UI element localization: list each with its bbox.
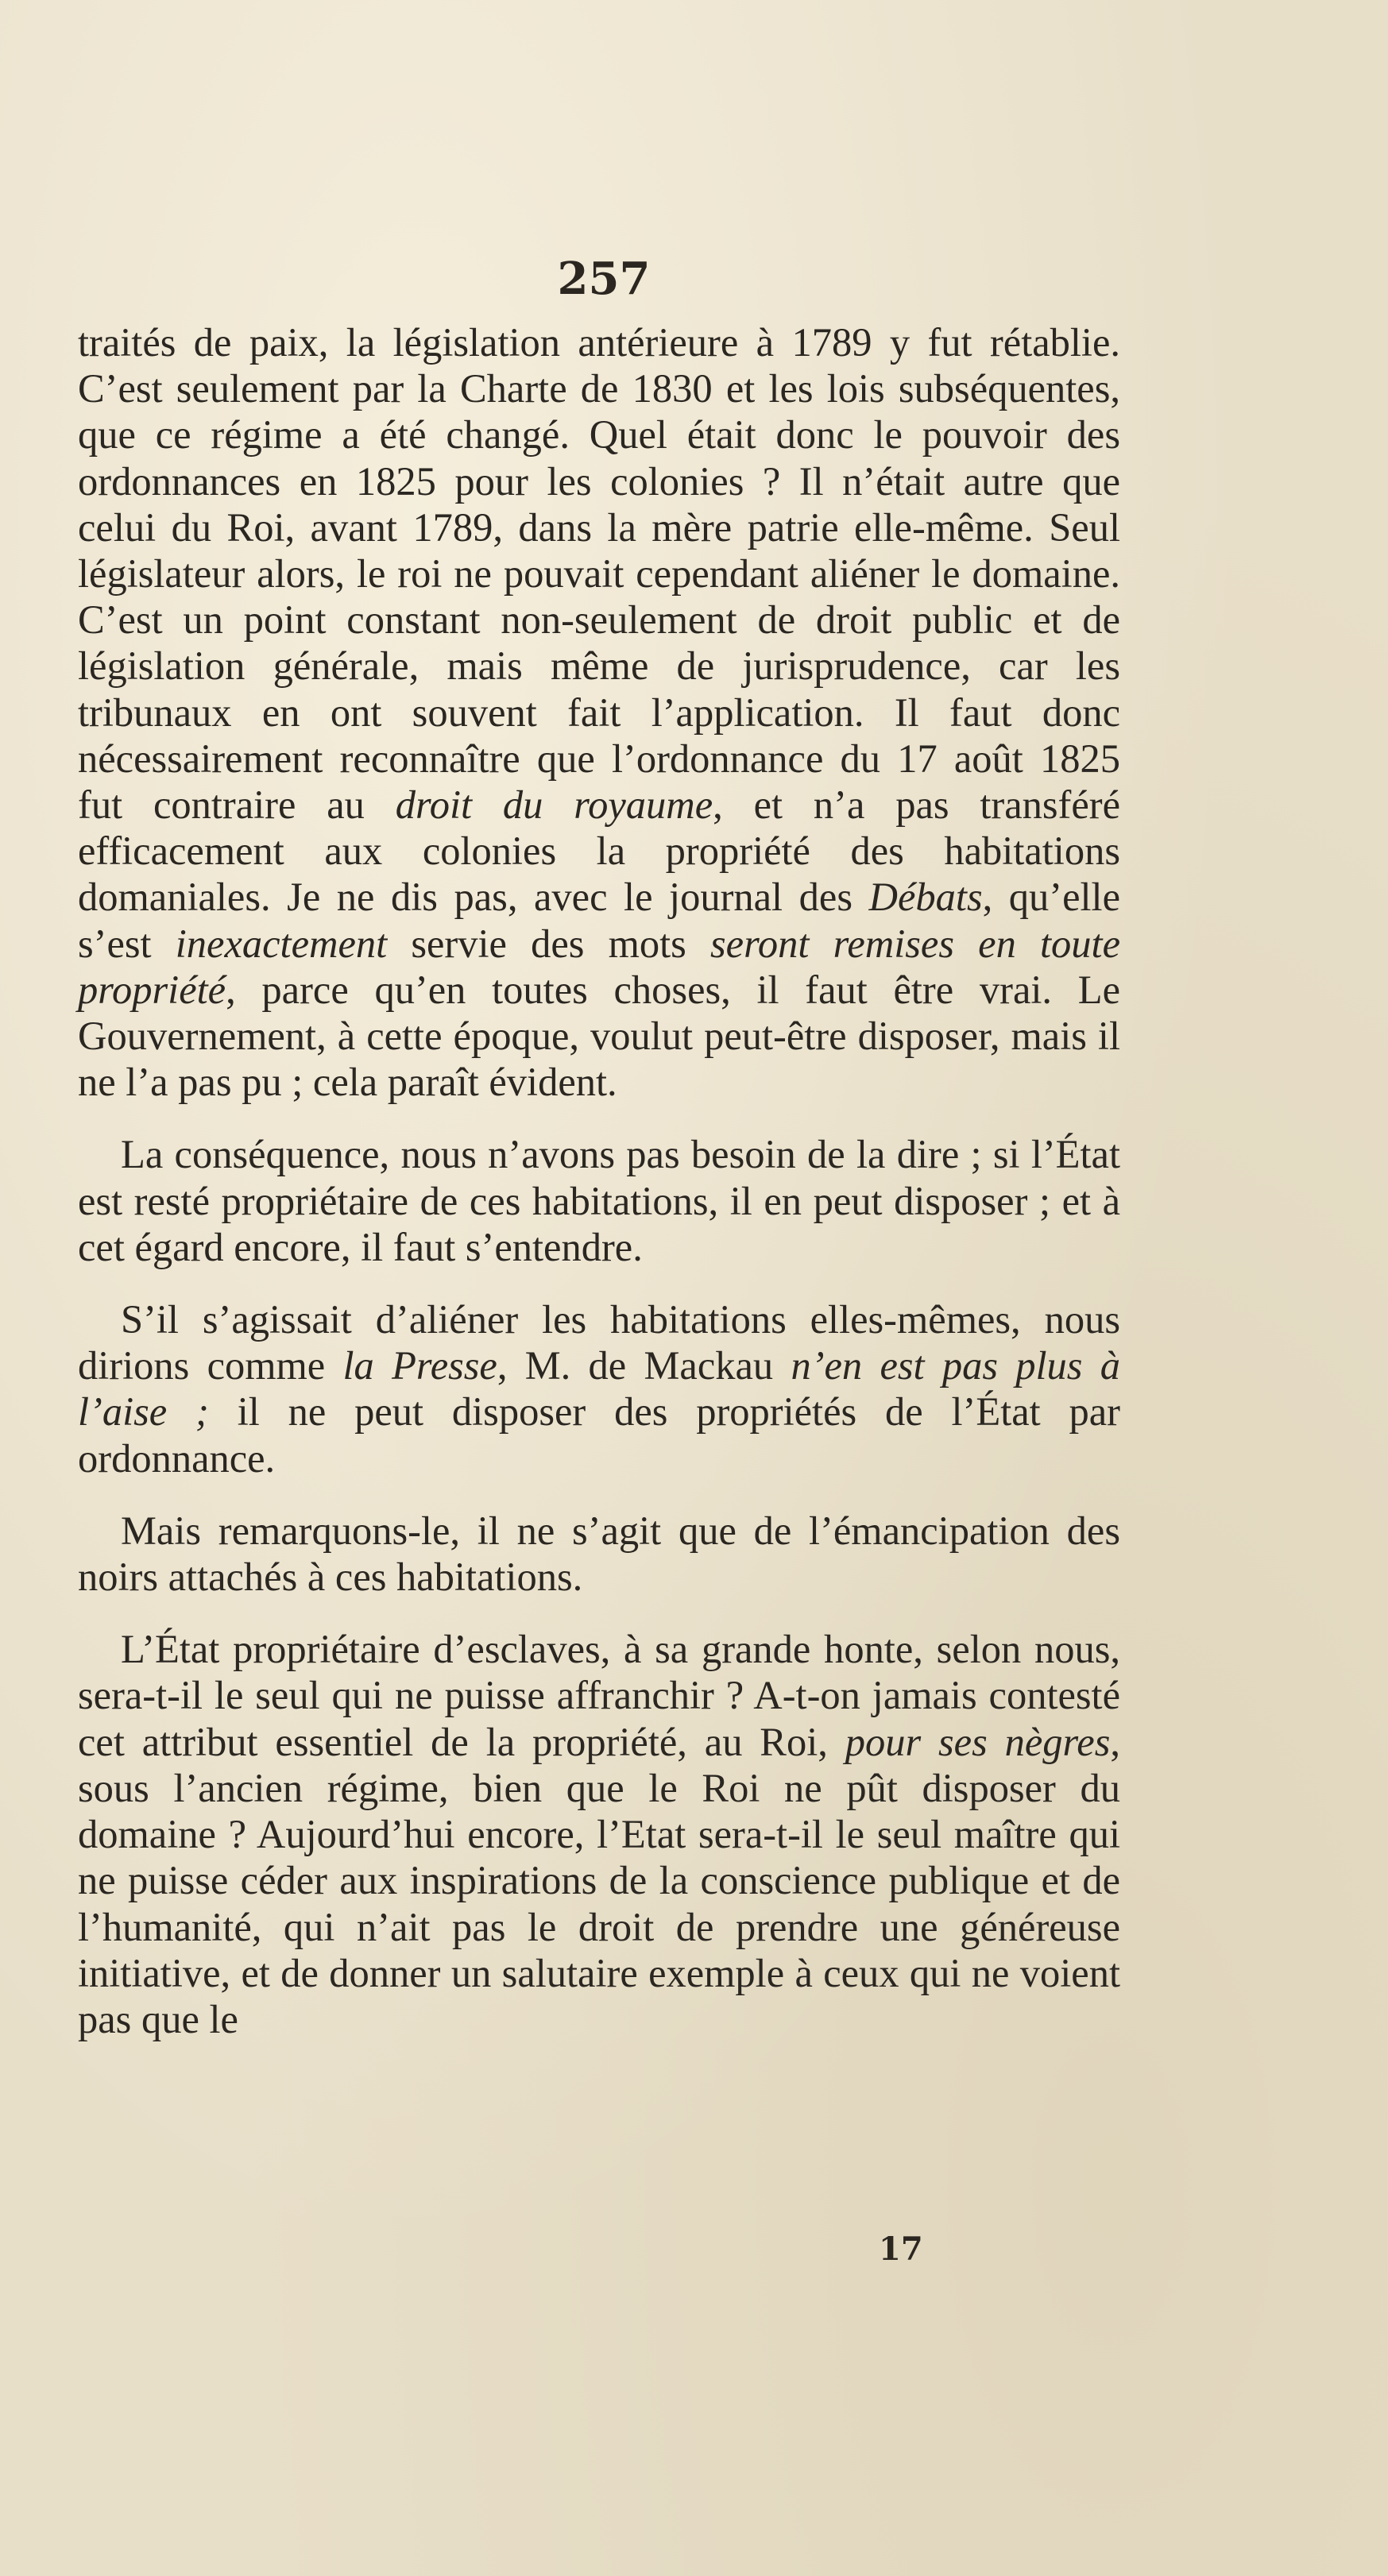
- text-run: , sous l’ancien régime, bien que le Roi ne pût disposer du domaine ? Aujourd’hui encore, l’Etat sera-t-il le seul maître qui ne puisse céder aux inspirations de la conscience publique et de l’humanité, qui n’ait pas le droit de prendre une généreuse initiative, et de donner un salutaire exemple à ceux qui ne voient pas que le: [78, 1719, 1120, 2041]
- text-run: Mais remarquons-le, il ne s’agit que de l’émancipation des noirs attachés à ces habitations.: [78, 1508, 1120, 1600]
- paragraph: [78, 1508, 1120, 1600]
- text-run: S’il s’agissait d’aliéner les habitations elles-mêmes, nous dirions comme: [78, 1297, 1120, 1388]
- text-run: La conséquence, nous n’avons pas besoin de la dire ; si l’État est resté propriétaire de ces habitations, il en peut disposer ; et à cet égard encore, il faut s’entendre.: [78, 1132, 1120, 1269]
- paragraph: [78, 319, 1120, 1105]
- text-run: servie des mots: [387, 921, 711, 966]
- page-number: 257: [557, 253, 651, 305]
- italic-text: seront remises en toute propriété: [78, 921, 1121, 1012]
- text-run: traités de paix, la législation antérieure à 1789 y fut rétablie. C’est seulement par la Charte de 1830 et les lois subséquentes, que ce régime a été changé. Quel était donc le pouvoir des ordonnances en 1825 pour les colonies ? Il n’était autre que celui du Roi, avant 1789, dans la mère patrie elle-même. Seul législateur alors, le roi ne pouvait cependant aliéner le domaine. C’est un point constant non-seulement de droit public et de législation générale, mais même de jurisprudence, car les tribunaux en ont souvent fait l’application. Il faut donc nécessairement reconnaître que l’ordonnance du 17 août 1825 fut contraire au: [78, 320, 1120, 828]
- signature-mark: 17: [879, 2230, 923, 2268]
- italic-text: n’en est pas plus à l’aise ;: [78, 1343, 1120, 1435]
- italic-text: droit du royaume: [395, 782, 713, 828]
- italic-text: Débats: [868, 875, 983, 920]
- text-run: , et n’a pas transféré efficacement aux colonies la propriété des habitations domaniales. Je ne dis pas, avec le journal des: [78, 782, 1121, 920]
- paragraph: [78, 1626, 1120, 2042]
- text-run: , M. de Mackau: [497, 1343, 791, 1388]
- italic-text: inexactement: [175, 921, 388, 966]
- italic-text: la Presse: [342, 1343, 497, 1388]
- text-run: il ne peut disposer des propriétés de l’État par ordonnance.: [78, 1389, 1120, 1481]
- paragraph: [78, 1296, 1120, 1481]
- text-run: , qu’elle s’est: [78, 875, 1120, 966]
- text-run: , parce qu’en toutes choses, il faut être vrai. Le Gouvernement, à cette époque, voulut peut-être disposer, mais il ne l’a pas pu ; cela paraît évident.: [78, 967, 1120, 1105]
- paragraph: [78, 1131, 1120, 1270]
- body-text: [78, 319, 1120, 2042]
- italic-text: pour ses nègres: [845, 1719, 1111, 1764]
- text-run: L’État propriétaire d’esclaves, à sa grande honte, selon nous, sera-t-il le seul qui ne puisse affranchir ? A-t-on jamais contesté cet attribut essentiel de la propriété, au Roi,: [78, 1627, 1120, 1764]
